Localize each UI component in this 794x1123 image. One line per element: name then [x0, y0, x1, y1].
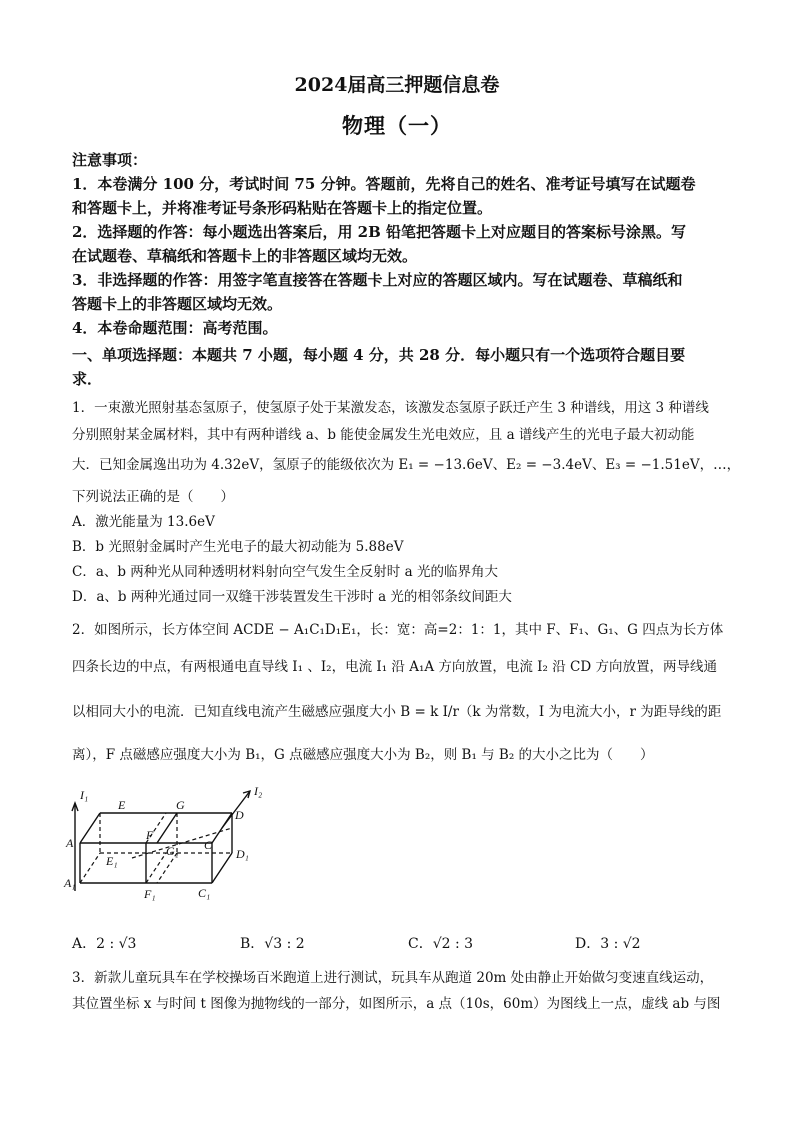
label-A: A — [66, 836, 74, 850]
label-F1: F₁ — [144, 887, 156, 901]
exam-title: 2024届高三押题信息卷 — [294, 74, 500, 96]
q1-option-d: D．a、b 两种光通过同一双缝干涉装置发生干涉时 a 光的相邻条纹间距大 — [72, 589, 512, 605]
q2-stem-line: 以相同大小的电流．已知直线电流产生磁感应强度大小 B = k I/r（k 为常数，I 为电流大小，r 为距导线的距 — [72, 704, 722, 720]
q2-choice-c: C．√2 : 3 — [408, 936, 474, 952]
notice-heading: 注意事项： — [72, 151, 148, 169]
notice-line: 1．本卷满分 100 分，考试时间 75 分钟。答题前，先将自己的姓名、准考证号填写在试题卷 — [72, 175, 696, 193]
q3-stem-line: 3．新款儿童玩具车在学校操场百米跑道上进行测试，玩具车从跑道 20m 处由静止开始做匀变速直线运动， — [72, 970, 714, 986]
q1-option-c: C．a、b 两种光从同种透明材料射向空气发生全反射时 a 光的临界角大 — [72, 564, 498, 580]
q2-choice-d: D．3 : √2 — [575, 936, 641, 952]
label-F: F — [146, 828, 154, 842]
label-G: G — [176, 798, 185, 812]
notice-line: 和答题卡上，并将准考证号条形码粘贴在答题卡上的指定位置。 — [72, 199, 493, 217]
label-E: E — [118, 798, 126, 812]
label-E1: E₁ — [106, 854, 118, 868]
cuboid-figure — [64, 783, 272, 913]
notice-line: 答题卡上的非答题区域均无效。 — [72, 295, 283, 313]
label-G1: G₁ — [166, 844, 179, 858]
label-I1: I₁ — [80, 788, 89, 802]
notice-line: 2．选择题的作答：每小题选出答案后，用 2B 铅笔把答题卡上对应题目的答案标号涂黑。写 — [72, 223, 687, 241]
q1-stem-line: 下列说法正确的是（ ） — [72, 489, 234, 505]
section-heading: 一、单项选择题：本题共 7 小题，每小题 4 分，共 28 分．每小题只有一个选项符合题目要 — [72, 346, 686, 364]
q2-stem-line: 2．如图所示，长方体空间 ACDE − A₁C₁D₁E₁，长：宽：高=2：1：1，其中 F、F₁、G₁、G 四点为长方体 — [72, 622, 724, 638]
q3-stem-line: 其位置坐标 x 与时间 t 图像为抛物线的一部分，如图所示，a 点（10s，60m）为图线上一点，虚线 ab 与图 — [72, 996, 721, 1012]
notice-line: 在试题卷、草稿纸和答题卡上的非答题区域均无效。 — [72, 247, 418, 265]
q2-choice-b: B．√3 : 2 — [240, 936, 305, 952]
q2-stem-line: 四条长边的中点，有两根通电直导线 I₁ 、I₂，电流 I₁ 沿 A₁A 方向放置，电流 I₂ 沿 CD 方向放置，两导线通 — [72, 659, 717, 675]
section-heading-cont: 求． — [72, 370, 103, 388]
q1-option-a: A．激光能量为 13.6eV — [72, 514, 215, 530]
q1-stem-line: 1．一束激光照射基态氢原子，使氢原子处于某激发态，该激发态氢原子跃迁产生 3 种谱线，用这 3 种谱线 — [72, 400, 709, 416]
q1-option-b: B．b 光照射金属时产生光电子的最大初动能为 5.88eV — [72, 539, 404, 555]
q1-stem-line: 分别照射某金属材料，其中有两种谱线 a、b 能使金属发生光电效应，且 a 谱线产生的光电子最大初动能 — [72, 427, 695, 443]
label-A1: A₁ — [64, 876, 76, 890]
q1-stem-line: 大．已知金属逸出功为 4.32eV，氢原子的能级依次为 E₁ = −13.6eV、E₂ = −3.4eV、E₃ = −1.51eV，…， — [72, 457, 741, 473]
q2-stem-line: 离），F 点磁感应强度大小为 B₁，G 点磁感应强度大小为 B₂，则 B₁ 与 B₂ 的大小之比为（ ） — [72, 747, 654, 763]
q2-choice-a: A．2 : √3 — [72, 936, 137, 952]
label-D: D — [235, 808, 244, 822]
label-C: C — [204, 838, 213, 852]
subject-title: 物理（一） — [342, 113, 452, 138]
label-C1: C₁ — [198, 886, 211, 900]
notice-line: 4．本卷命题范围：高考范围。 — [72, 319, 278, 337]
label-D1: D₁ — [236, 847, 249, 861]
notice-line: 3．非选择题的作答：用签字笔直接答在答题卡上对应的答题区域内。写在试题卷、草稿纸和 — [72, 271, 683, 289]
label-I2: I₂ — [254, 784, 263, 798]
